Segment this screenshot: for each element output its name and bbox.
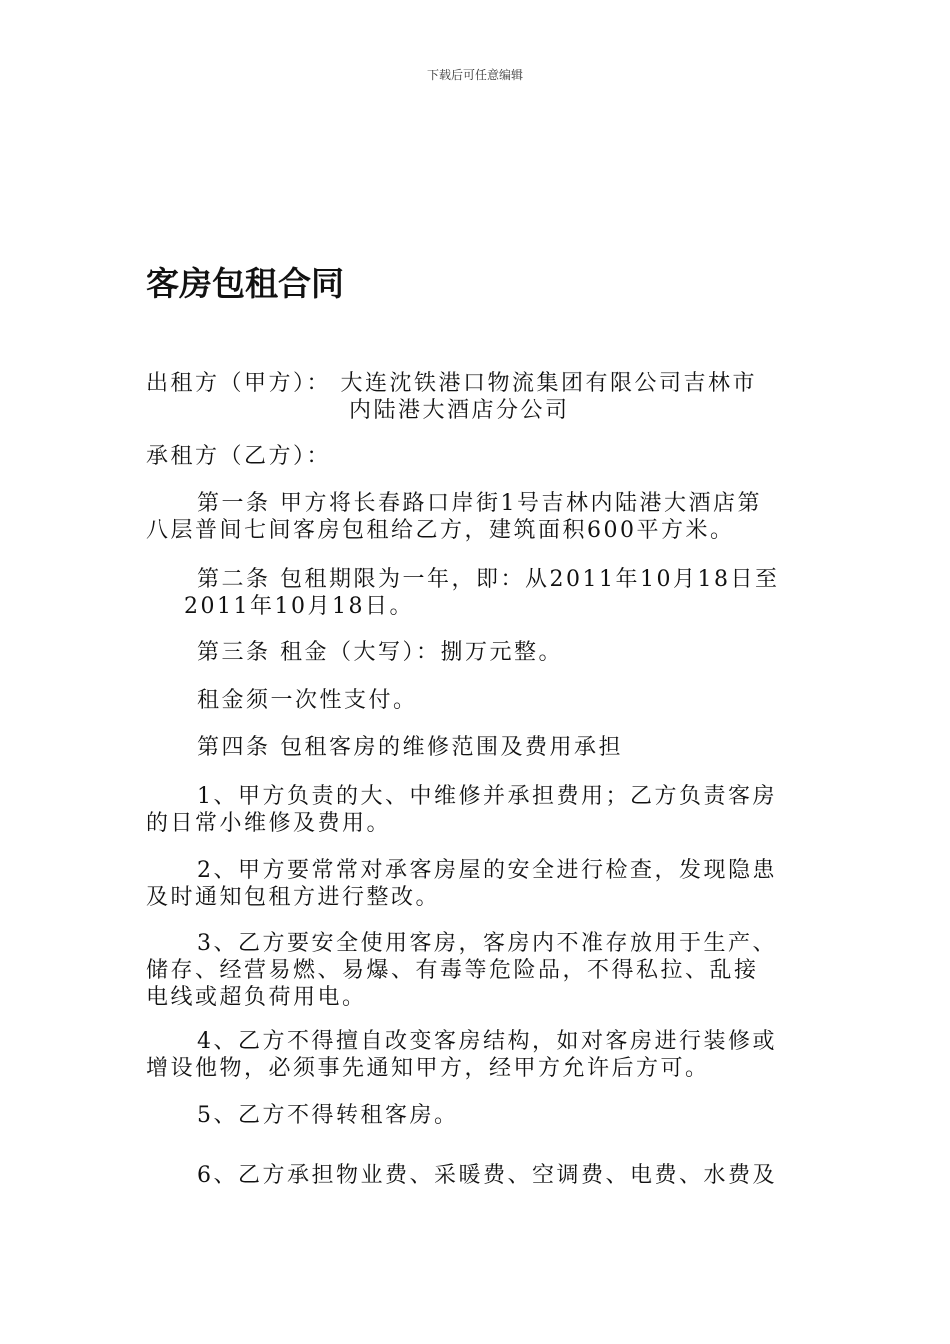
item-4-line-1: 4、乙方不得擅自改变客房结构，如对客房进行装修或 (197, 1029, 777, 1054)
item-2-line-1: 2、甲方要常常对承客房屋的安全进行检查，发现隐患 (197, 858, 777, 883)
lessor-line-1: 出租方（甲方）： 大连沈铁港口物流集团有限公司吉林市 (146, 371, 757, 396)
payment-line: 租金须一次性支付。 (197, 688, 418, 713)
item-3-line-2: 储存、经营易燃、易爆、有毒等危险品，不得私拉、乱接 (146, 958, 759, 983)
item-4-line-2: 增设他物，必须事先通知甲方，经甲方允许后方可。 (146, 1056, 710, 1081)
item-3-line-1: 3、乙方要安全使用客房，客房内不准存放用于生产、 (197, 931, 777, 956)
lessor-line-2: 内陆港大酒店分公司 (349, 398, 570, 423)
document-title: 客房包租合同 (146, 264, 344, 303)
article-1-line-2: 八层普间七间客房包租给乙方，建筑面积600平方米。 (146, 518, 735, 543)
item-5-line: 5、乙方不得转租客房。 (197, 1103, 459, 1128)
article-1-line-1: 第一条 甲方将长春路口岸街1号吉林内陆港大酒店第 (197, 491, 762, 516)
item-6-line-1: 6、乙方承担物业费、采暖费、空调费、电费、水费及 (197, 1163, 777, 1188)
item-1-line-2: 的日常小维修及费用。 (146, 811, 392, 836)
item-2-line-2: 及时通知包租方进行整改。 (146, 885, 441, 910)
article-3-line: 第三条 租金（大写）：捌万元整。 (197, 640, 563, 665)
article-4-line: 第四条 包租客房的维修范围及费用承担 (197, 735, 623, 760)
article-2-line-2: 2011年10月18日。 (184, 594, 414, 619)
item-1-line-1: 1、甲方负责的大、中维修并承担费用；乙方负责客房 (197, 784, 777, 809)
lessee-line: 承租方（乙方）： (146, 444, 332, 469)
header-note: 下载后可任意编辑 (426, 68, 523, 82)
article-2-line-1: 第二条 包租期限为一年，即：从2011年10月18日至 (197, 567, 780, 592)
item-3-line-3: 电线或超负荷用电。 (146, 985, 367, 1010)
